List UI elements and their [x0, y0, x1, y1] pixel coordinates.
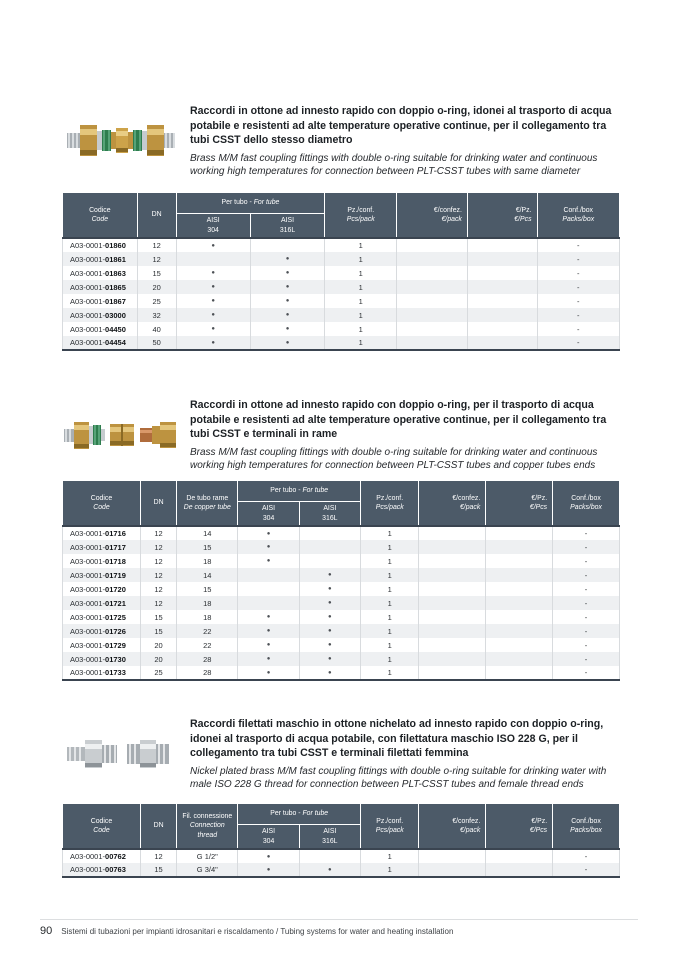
aisi304-cell: ●	[176, 294, 250, 308]
pz-cell: 1	[360, 596, 418, 610]
eur_pz-cell	[486, 554, 553, 568]
code-cell: A03-0001-01726	[63, 624, 141, 638]
eur_pack-cell	[397, 308, 468, 322]
column-header: Codice Code	[63, 480, 141, 526]
aisi316-cell: ●	[299, 624, 360, 638]
pz-cell: 1	[325, 336, 397, 350]
box-cell: -	[553, 849, 620, 863]
pz-cell: 1	[360, 610, 418, 624]
eur_pz-cell	[486, 849, 553, 863]
code-cell: A03-0001-01730	[63, 652, 141, 666]
aisi316-cell: ●	[299, 582, 360, 596]
dn-cell: 15	[140, 624, 176, 638]
code-cell: A03-0001-01863	[63, 266, 138, 280]
box-cell: -	[553, 526, 620, 540]
dn-cell: 20	[140, 652, 176, 666]
column-header: Conf./box Packs/box	[537, 192, 619, 238]
column-header: DN	[137, 192, 176, 238]
pz-cell: 1	[360, 863, 418, 877]
table-row	[63, 666, 620, 680]
aisi316-cell: ●	[299, 666, 360, 680]
aisi304-cell: ●	[238, 610, 299, 624]
aisi316-cell	[250, 238, 325, 252]
pz-cell: 1	[360, 666, 418, 680]
section-text	[188, 398, 620, 472]
dn-cell: 12	[140, 554, 176, 568]
pz-cell: 1	[360, 554, 418, 568]
pz-cell: 1	[325, 238, 397, 252]
eur_pz-cell	[486, 610, 553, 624]
dn-cell: 12	[140, 526, 176, 540]
eur_pack-cell	[419, 624, 486, 638]
de-cell: 15	[177, 540, 238, 554]
aisi316-cell: ●	[299, 638, 360, 652]
brass-coupling-photo	[65, 112, 177, 170]
column-header: €/Pz. €/Pcs	[486, 803, 553, 849]
aisi304-cell: ●	[238, 638, 299, 652]
nickel-fitting-photo	[65, 727, 177, 781]
section-title-italian: Raccordi in ottone ad innesto rapido con doppio o-ring, per il trasporto di acqua potabile e resistenti ad alte temperature operative continue, per il collegamento tra tubi CSST e terminali in rame	[190, 399, 607, 440]
aisi316-cell: ●	[299, 610, 360, 624]
dn-cell: 25	[140, 666, 176, 680]
eur_pack-cell	[419, 652, 486, 666]
eur_pack-cell	[419, 596, 486, 610]
column-header: Codice Code	[63, 192, 138, 238]
code-cell: A03-0001-04450	[63, 322, 138, 336]
box-cell: -	[553, 638, 620, 652]
column-header: Pz./conf. Pcs/pack	[360, 803, 418, 849]
eur_pack-cell	[419, 863, 486, 877]
eur_pack-cell	[397, 280, 468, 294]
aisi304-cell: ●	[238, 540, 299, 554]
table-row	[63, 266, 620, 280]
box-cell: -	[553, 540, 620, 554]
aisi316-cell: ●	[299, 652, 360, 666]
column-header-group: Per tubo - For tube	[238, 803, 361, 824]
eur_pack-cell	[397, 252, 468, 266]
aisi304-cell: ●	[238, 666, 299, 680]
page-number: 90	[40, 925, 53, 937]
eur_pz-cell	[486, 863, 553, 877]
dn-cell: 40	[137, 322, 176, 336]
code-cell: A03-0001-01865	[63, 280, 138, 294]
aisi316-cell	[299, 849, 360, 863]
eur_pz-cell	[467, 336, 537, 350]
dn-cell: 32	[137, 308, 176, 322]
dn-cell: 12	[140, 596, 176, 610]
table-row	[63, 540, 620, 554]
dn-cell: 12	[140, 540, 176, 554]
section-nickel-plated-male-thread	[62, 717, 620, 878]
page-footer	[40, 919, 638, 937]
section-brass-coupling-copper-terminal	[62, 398, 620, 681]
product-photo	[62, 398, 180, 472]
section-text	[188, 104, 620, 178]
eur_pack-cell	[419, 554, 486, 568]
pz-cell: 1	[360, 638, 418, 652]
column-header: €/Pz. €/Pcs	[486, 480, 553, 526]
aisi316-cell	[299, 554, 360, 568]
section-title-italian: Raccordi filettati maschio in ottone nichelato ad innesto rapido con doppio o-ring, idonei al trasporto di acqua potabile, con filettatura maschio ISO 228 G, per il collegamento tra tubi CSST e terminali filettati femmina	[190, 718, 604, 759]
table-row	[63, 638, 620, 652]
section-head	[62, 398, 620, 472]
box-cell: -	[537, 336, 619, 350]
box-cell: -	[537, 280, 619, 294]
code-cell: A03-0001-00763	[63, 863, 141, 877]
column-subheader: AISI 316L	[250, 213, 325, 238]
code-cell: A03-0001-01729	[63, 638, 141, 652]
aisi304-cell	[238, 596, 299, 610]
box-cell: -	[537, 322, 619, 336]
pz-cell: 1	[325, 294, 397, 308]
aisi304-cell: ●	[238, 863, 299, 877]
de-cell: 22	[177, 624, 238, 638]
dn-cell: 15	[140, 863, 176, 877]
aisi316-cell: ●	[250, 252, 325, 266]
box-cell: -	[537, 252, 619, 266]
eur_pz-cell	[486, 638, 553, 652]
de-cell: 28	[177, 666, 238, 680]
product-photo	[62, 717, 180, 791]
box-cell: -	[553, 610, 620, 624]
eur_pz-cell	[486, 526, 553, 540]
column-subheader: AISI 304	[238, 824, 299, 849]
box-cell: -	[553, 554, 620, 568]
footer-caption: Sistemi di tubazioni per impianti idrosanitari e riscaldamento / Tubing systems for water and heating installation	[61, 927, 454, 936]
eur_pz-cell	[467, 266, 537, 280]
box-cell: -	[553, 652, 620, 666]
pz-cell: 1	[325, 266, 397, 280]
pz-cell: 1	[360, 568, 418, 582]
column-header: €/confez. €/pack	[397, 192, 468, 238]
column-header: €/confez. €/pack	[419, 480, 486, 526]
table-row	[63, 554, 620, 568]
eur_pack-cell	[419, 582, 486, 596]
dn-cell: 25	[137, 294, 176, 308]
pz-cell: 1	[325, 252, 397, 266]
eur_pz-cell	[467, 252, 537, 266]
aisi304-cell: ●	[176, 308, 250, 322]
section-head	[62, 717, 620, 791]
box-cell: -	[553, 568, 620, 582]
table-row	[63, 294, 620, 308]
de-cell: 14	[177, 568, 238, 582]
eur_pack-cell	[397, 266, 468, 280]
column-header-group: Per tubo - For tube	[238, 480, 361, 501]
aisi304-cell: ●	[238, 554, 299, 568]
box-cell: -	[537, 238, 619, 252]
column-header: DN	[140, 480, 176, 526]
eur_pz-cell	[467, 238, 537, 252]
aisi316-cell: ●	[299, 863, 360, 877]
eur_pack-cell	[397, 294, 468, 308]
de-cell: 15	[177, 582, 238, 596]
aisi316-cell: ●	[250, 294, 325, 308]
code-cell: A03-0001-01725	[63, 610, 141, 624]
eur_pack-cell	[397, 238, 468, 252]
table-row	[63, 596, 620, 610]
section-head	[62, 104, 620, 178]
eur_pz-cell	[486, 666, 553, 680]
fil-cell: G 1/2"	[177, 849, 238, 863]
aisi304-cell	[238, 582, 299, 596]
table-row	[63, 252, 620, 266]
aisi304-cell	[238, 568, 299, 582]
dn-cell: 50	[137, 336, 176, 350]
table-row	[63, 863, 620, 877]
column-header: €/confez. €/pack	[419, 803, 486, 849]
table-row	[63, 526, 620, 540]
aisi316-cell: ●	[250, 336, 325, 350]
table-row	[63, 610, 620, 624]
code-cell: A03-0001-01717	[63, 540, 141, 554]
table-row	[63, 322, 620, 336]
de-cell: 18	[177, 610, 238, 624]
code-cell: A03-0001-01861	[63, 252, 138, 266]
table-row	[63, 308, 620, 322]
eur_pack-cell	[419, 666, 486, 680]
aisi304-cell: ●	[176, 322, 250, 336]
code-cell: A03-0001-01716	[63, 526, 141, 540]
eur_pack-cell	[419, 526, 486, 540]
dn-cell: 12	[140, 849, 176, 863]
table-row	[63, 568, 620, 582]
aisi316-cell	[299, 526, 360, 540]
dn-cell: 12	[137, 252, 176, 266]
box-cell: -	[553, 666, 620, 680]
de-cell: 14	[177, 526, 238, 540]
aisi316-cell: ●	[299, 596, 360, 610]
aisi316-cell: ●	[250, 266, 325, 280]
dn-cell: 15	[140, 610, 176, 624]
pz-cell: 1	[360, 540, 418, 554]
aisi316-cell: ●	[250, 280, 325, 294]
code-cell: A03-0001-01720	[63, 582, 141, 596]
eur_pack-cell	[419, 849, 486, 863]
aisi304-cell: ●	[176, 266, 250, 280]
dn-cell: 20	[140, 638, 176, 652]
eur_pz-cell	[486, 596, 553, 610]
column-subheader: AISI 316L	[299, 824, 360, 849]
column-header: Pz./conf. Pcs/pack	[360, 480, 418, 526]
section-brass-coupling-same-diameter	[62, 104, 620, 351]
eur_pz-cell	[467, 308, 537, 322]
box-cell: -	[553, 624, 620, 638]
column-header-group: Per tubo - For tube	[176, 192, 325, 213]
box-cell: -	[553, 582, 620, 596]
aisi316-cell: ●	[299, 568, 360, 582]
eur_pack-cell	[419, 568, 486, 582]
column-header: DN	[140, 803, 176, 849]
box-cell: -	[553, 863, 620, 877]
de-cell: 28	[177, 652, 238, 666]
de-cell: 22	[177, 638, 238, 652]
table-row	[63, 582, 620, 596]
column-header: Conf./box Packs/box	[553, 803, 620, 849]
table-row	[63, 652, 620, 666]
pz-cell: 1	[360, 652, 418, 666]
dn-cell: 12	[140, 568, 176, 582]
product-table-1	[62, 192, 620, 352]
aisi304-cell	[176, 252, 250, 266]
aisi304-cell: ●	[176, 238, 250, 252]
table-row	[63, 280, 620, 294]
eur_pz-cell	[486, 624, 553, 638]
pz-cell: 1	[360, 624, 418, 638]
de-cell: 18	[177, 554, 238, 568]
box-cell: -	[537, 308, 619, 322]
aisi316-cell: ●	[250, 308, 325, 322]
table-row	[63, 238, 620, 252]
code-cell: A03-0001-00762	[63, 849, 141, 863]
dn-cell: 12	[140, 582, 176, 596]
eur_pz-cell	[486, 652, 553, 666]
pz-cell: 1	[325, 322, 397, 336]
code-cell: A03-0001-01860	[63, 238, 138, 252]
eur_pack-cell	[397, 336, 468, 350]
column-header: Conf./box Packs/box	[553, 480, 620, 526]
code-cell: A03-0001-03000	[63, 308, 138, 322]
eur_pz-cell	[486, 568, 553, 582]
box-cell: -	[537, 294, 619, 308]
table-row	[63, 336, 620, 350]
box-cell: -	[553, 596, 620, 610]
code-cell: A03-0001-04454	[63, 336, 138, 350]
dn-cell: 15	[137, 266, 176, 280]
eur_pack-cell	[419, 638, 486, 652]
column-header: Pz./conf. Pcs/pack	[325, 192, 397, 238]
aisi304-cell: ●	[238, 652, 299, 666]
code-cell: A03-0001-01867	[63, 294, 138, 308]
eur_pz-cell	[467, 280, 537, 294]
column-subheader: AISI 316L	[299, 501, 360, 526]
section-title-english: Brass M/M fast coupling fittings with double o-ring suitable for drinking water and continuous working high temperatures for connection between PLT-CSST tubes and copper tubes ends	[190, 446, 598, 471]
aisi304-cell: ●	[238, 624, 299, 638]
eur_pz-cell	[467, 322, 537, 336]
eur_pack-cell	[419, 540, 486, 554]
column-header: Fil. connessione Connection thread	[177, 803, 238, 849]
pz-cell: 1	[360, 526, 418, 540]
eur_pack-cell	[397, 322, 468, 336]
dn-cell: 20	[137, 280, 176, 294]
pz-cell: 1	[360, 582, 418, 596]
aisi316-cell: ●	[250, 322, 325, 336]
eur_pz-cell	[467, 294, 537, 308]
code-cell: A03-0001-01733	[63, 666, 141, 680]
eur_pz-cell	[486, 582, 553, 596]
code-cell: A03-0001-01721	[63, 596, 141, 610]
aisi304-cell: ●	[176, 280, 250, 294]
aisi304-cell: ●	[238, 526, 299, 540]
column-header: De tubo rame De copper tube	[177, 480, 238, 526]
code-cell: A03-0001-01718	[63, 554, 141, 568]
eur_pz-cell	[486, 540, 553, 554]
dn-cell: 12	[137, 238, 176, 252]
table-row	[63, 849, 620, 863]
code-cell: A03-0001-01719	[63, 568, 141, 582]
pz-cell: 1	[360, 849, 418, 863]
section-text	[188, 717, 620, 791]
section-title-english: Nickel plated brass M/M fast coupling fittings with double o-ring suitable for drinking water with male ISO 228 G thread for connection between PLT-CSST tubes and female thread ends	[190, 765, 607, 790]
product-table-3	[62, 803, 620, 879]
column-subheader: AISI 304	[238, 501, 299, 526]
section-title-italian: Raccordi in ottone ad innesto rapido con doppio o-ring, idonei al trasporto di acqua potabile e resistenti ad alte temperature operative continue, per il collegamento tra tubi CSST dello stesso diametro	[190, 105, 612, 146]
aisi304-cell: ●	[176, 336, 250, 350]
table-row	[63, 624, 620, 638]
aisi316-cell	[299, 540, 360, 554]
column-header: Codice Code	[63, 803, 141, 849]
box-cell: -	[537, 266, 619, 280]
section-title-english: Brass M/M fast coupling fittings with double o-ring suitable for drinking water and continuous working high temperatures for connection between PLT-CSST tubes with same diameter	[190, 152, 598, 177]
de-cell: 18	[177, 596, 238, 610]
product-table-2	[62, 480, 620, 682]
column-header: €/Pz. €/Pcs	[467, 192, 537, 238]
fil-cell: G 3/4"	[177, 863, 238, 877]
product-photo	[62, 104, 180, 178]
pz-cell: 1	[325, 280, 397, 294]
eur_pack-cell	[419, 610, 486, 624]
column-subheader: AISI 304	[176, 213, 250, 238]
brass-copper-fitting-photo	[62, 409, 180, 461]
pz-cell: 1	[325, 308, 397, 322]
aisi304-cell: ●	[238, 849, 299, 863]
